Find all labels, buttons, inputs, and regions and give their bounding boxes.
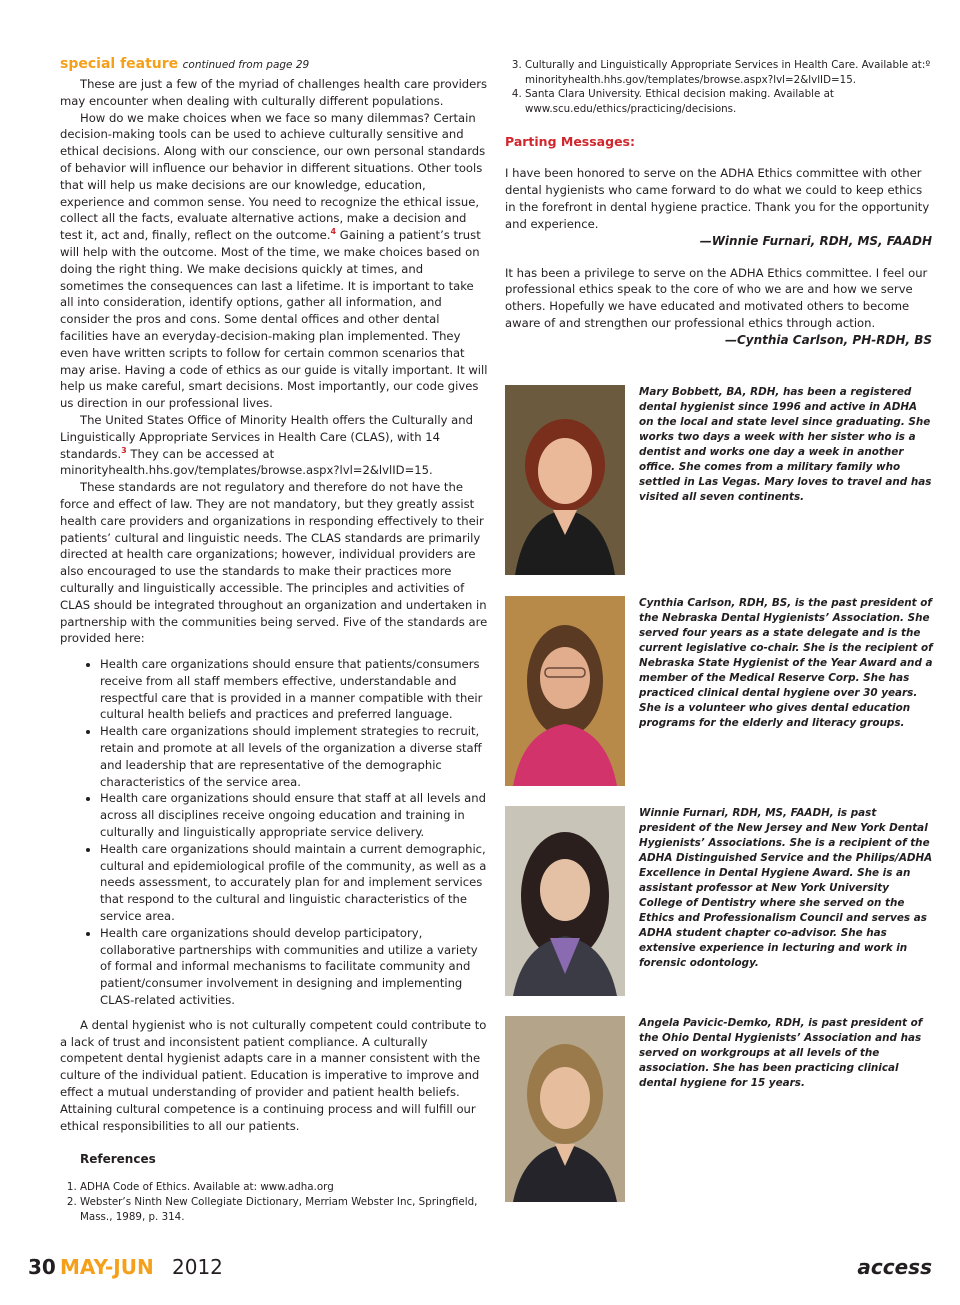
paragraph-2-continued: Gaining a patient’s trust will help with the outcome. Most of the time, we make choices based on doing the right thing. We make decisions quickly at times, and sometimes the consequences can last a lifetime. It is important to take all into consideration, identify options, gather all information, and consider the pros and cons. Some dental offices and other dental facilities have an everyday-decision-making plan implemented. They even have written scripts to follow for certain common scenarios that may arise. Having a code of ethics as our guide is vitally important. It will help us make careful, smart decisions. Most importantly, our code gives us direction in our professional lives. xyxy=(60,228,488,411)
references-heading: References xyxy=(80,1152,156,1167)
face xyxy=(540,647,590,709)
footnote-4: 4 xyxy=(330,227,337,237)
continued-note: continued from page 29 xyxy=(182,59,310,71)
parting-message-1: I have been honored to serve on the ADHA Ethics committee with other dental hygienists who came forward to do what we could to keep ethics in the forefront in dental hygiene practice. Thank you for the opportunity and experience. xyxy=(505,166,930,231)
issue-month: MAY-JUN xyxy=(60,1255,154,1279)
face xyxy=(540,1067,590,1129)
portrait-photo xyxy=(505,1016,625,1202)
paragraph-4: These standards are not regulatory and therefore do not have the force and effect of law. They are not mandatory, but they greatly assist health care providers and organizations in responding effectively to their patients’ cultural and linguistic needs. The CLAS standards are primarily directed at health care organizations; however, individual providers are also encouraged to use the standards to make their practices more culturally and linguistically accessible. The principles and activities of CLAS should be integrated throughout an organization and undertaken in partnership with the communities being served. Five of the standards are provided here: xyxy=(60,480,488,646)
list-item: • Health care organizations should ensure that staff at all levels and across all disciplines receive ongoing education and training in culturally and linguistically appropriate service delivery. xyxy=(100,790,488,840)
left-column xyxy=(60,56,488,1224)
section-title: special feature xyxy=(60,56,179,72)
parting-message-2: It has been a privilege to serve on the ADHA Ethics committee. I feel our professional ethics speak to the core of who we are and how we serve others. Hopefully we have educated and motivated others to become aware of and strengthen our professional ethics through action. xyxy=(505,265,928,330)
face xyxy=(540,859,590,921)
paragraph-3 xyxy=(60,412,488,479)
reference-item: 4. Santa Clara University. Ethical decision making. Available at www.scu.edu/ethics/practicing/decisions. xyxy=(525,87,932,116)
bio-text: Mary Bobbett, BA, RDH, has been a registered dental hygienist since 1996 and active in ADHA on the local and state level since graduating. She works two days a week with her sister who is a dentist and works one day a week in another office. She comes from a military family who settled in Las Vegas. Mary loves to travel and has visited all seven continents. xyxy=(639,386,932,503)
portrait-photo xyxy=(505,596,625,786)
reference-item: 1. ADHA Code of Ethics. Available at: www.adha.org xyxy=(80,1180,488,1195)
references-list xyxy=(60,1180,488,1224)
paragraph-5: A dental hygienist who is not culturally competent could contribute to a lack of trust and inconsistent patient compliance. A culturally competent dental hygienist adapts care in a manner consistent with the culture of the individual patient. Education is imperative to improve and effect a mutual understanding of provider and patient health beliefs. Attaining cultural competence is a continuing process and will fulfill our ethical responsibilities to all our patients. xyxy=(60,1017,487,1133)
reference-item: 2. Webster’s Ninth New Collegiate Dictionary, Merriam Webster Inc, Springfield, Mass., 1989, p. 314. xyxy=(80,1195,488,1224)
paragraph-2 xyxy=(60,110,488,412)
magazine-name: access xyxy=(857,1255,932,1279)
section-kicker xyxy=(60,56,488,73)
portrait-photo xyxy=(505,806,625,996)
portrait-photo xyxy=(505,385,625,575)
issue-year: 2012 xyxy=(172,1255,223,1279)
bio-text: Angela Pavicic-Demko, RDH, is past president of the Ohio Dental Hygienists’ Association and has served on workgroups at all levels of the association. She has been practicing clinical dental hygiene for 15 years. xyxy=(639,1017,923,1089)
clas-standards-list xyxy=(60,656,488,1009)
face xyxy=(538,438,592,504)
list-item: • Health care organizations should implement strategies to recruit, retain and promote at all levels of the organization a diverse staff and leadership that are representative of the demographic characteristics of the service area. xyxy=(100,723,488,790)
bio-text: Cynthia Carlson, RDH, BS, is the past president of the Nebraska Dental Hygienists’ Association. She served four years as a state delegate and is the current legislative co-chair. She is the recipient of Nebraska State Hygienist of the Year Award and a member of the Medical Reserve Corp. She has practiced clinical dental hygiene over 30 years. She is a volunteer who gives dental education programs for the elderly and literacy groups. xyxy=(639,597,933,729)
page-number: 30 xyxy=(28,1255,56,1279)
right-column xyxy=(505,58,932,348)
list-item: • Health care organizations should maintain a current demographic, cultural and epidemiological profile of the community, as well as a needs assessment, to accurately plan for and implement services that respond to the cultural and linguistic characteristics of the service area. xyxy=(100,841,488,925)
footnote-3: 3 xyxy=(121,445,127,455)
bio-text: Winnie Furnari, RDH, MS, FAADH, is past president of the New Jersey and New York Dental Hygienists’ Associations. She is a recipient of the ADHA Distinguished Service and the Philips/ADHA Excellence in Dental Hygiene Award. She is an assistant professor at New York University College of Dentistry where she served on the Ethics and Professionalism Council and serves as ADHA student chapter co-advisor. She has extensive experience in lecturing and work in forensic odontology. xyxy=(639,807,933,969)
signature-1: —Winnie Furnari, RDH, MS, FAADH xyxy=(699,233,932,248)
page-footer xyxy=(28,1255,932,1281)
parting-messages-heading: Parting Messages: xyxy=(505,134,635,150)
signature-2: —Cynthia Carlson, PH-RDH, BS xyxy=(724,332,932,347)
list-item: • Health care organizations should ensure that patients/consumers receive from all staff members effective, understandable and respectful care that is provided in a manner compatible with their cultural health beliefs and practices and preferred language. xyxy=(100,656,488,723)
paragraph-3-continued: They can be accessed at minorityhealth.hhs.gov/templates/browse.aspx?lvl=2&lvlID=15. xyxy=(60,446,433,478)
paragraph-3-text: The United States Office of Minority Health offers the Culturally and Linguistically Appropriate Services in Health Care (CLAS), with 14 standards. xyxy=(60,412,473,461)
paragraph-1: These are just a few of the myriad of challenges health care providers may encounter when dealing with culturally different populations. xyxy=(60,77,488,108)
list-item: • Health care organizations should develop participatory, collaborative partnerships with communities and utilize a variety of formal and informal mechanisms to facilitate community and patient/consumer involvement in designing and implementing CLAS-related activities. xyxy=(100,925,488,1009)
paragraph-2-text: How do we make choices when we face so many dilemmas? Certain decision-making tools can be used to achieve culturally sensitive and ethical decisions. Along with our conscience, our own personal standards of behavior will influence our behavior in different situations. Other tools that will help us make decisions are our knowledge, education, experience and common sense. You need to recognize the ethical issue, collect all the facts, evaluate alternative actions, make a decision and test it, act and, finally, reflect on the outcome. xyxy=(60,110,486,243)
references-list-continued xyxy=(505,58,932,116)
reference-item: 3. Culturally and Linguistically Appropriate Services in Health Care. Available at:º minorityhealth.hhs.gov/templates/browse.aspx?lvl=2&lvlID=15. xyxy=(525,58,932,87)
